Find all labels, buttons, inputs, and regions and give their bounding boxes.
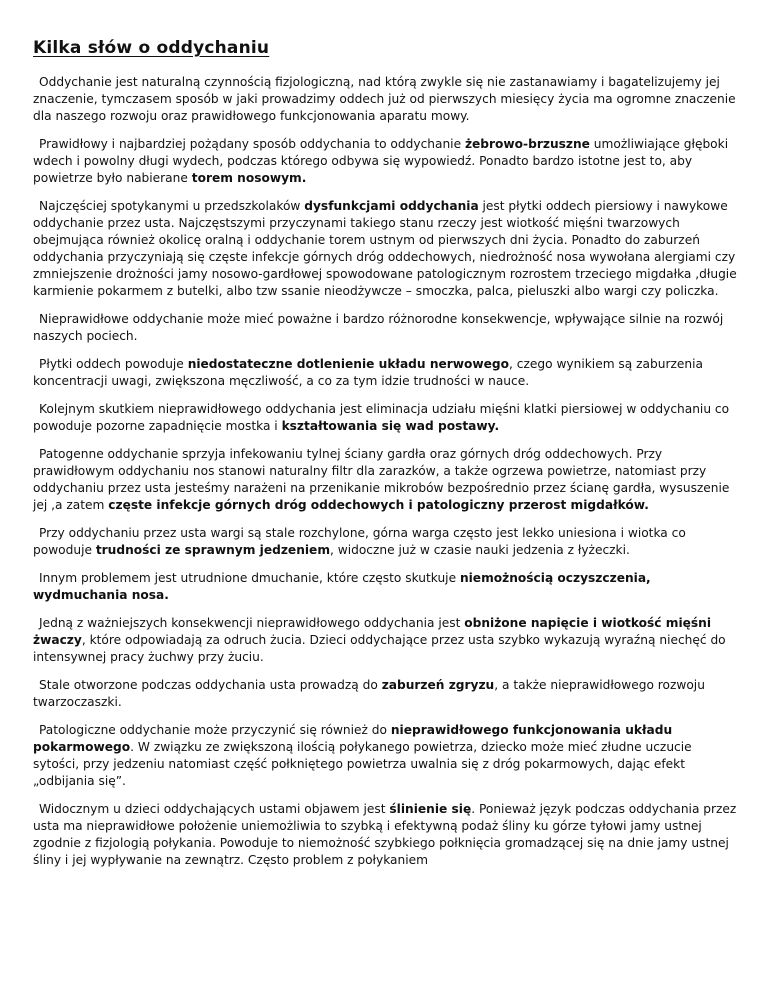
text-run: Prawidłowy i najbardziej pożądany sposób oddychania to oddychanie [39, 137, 465, 151]
paragraph [33, 801, 738, 869]
text-run: Widocznym u dzieci oddychających ustami objawem jest [39, 802, 390, 816]
paragraph [33, 74, 738, 125]
paragraph [33, 356, 738, 390]
text-run: . W związku ze zwiększoną ilością połykanego powietrza, dziecko może mieć złudne uczucie sytości, przy jedzeniu natomiast część połkniętego powietrza uwalnia się z dróg pokarmowych, dając efekt „odbijania się”. [33, 740, 692, 788]
paragraph [33, 525, 738, 559]
text-run: Innym problemem jest utrudnione dmuchanie, które często skutkuje [39, 571, 460, 585]
text-run: jest płytki oddech piersiowy i nawykowe oddychanie przez usta. Najczęstszymi przyczynami takiego stanu rzeczy jest wiotkość mięśni twarzowych obejmująca również okolicę oralną i oddychanie torem ustnym od pierwszych dni życia. Ponadto do zaburzeń oddychania przyczyniają się częste infekcje górnych dróg oddechowych, niedrożność nosa wywołana alergiami czy zmniejszenie drożności jamy nosowo-gardłowej spowodowane patologicznym rozrostem trzeciego migdałka ,długie karmienie pokarmem z butelki, albo tzw ssanie nieodżywcze – smoczka, palca, pieluszki albo wargi czy policzka. [33, 199, 737, 298]
paragraph [33, 570, 738, 604]
bold-text: niemożnością oczyszczenia, wydmuchania nosa. [33, 571, 651, 602]
page-title: Kilka słów o oddychaniu [33, 38, 270, 58]
bold-text: obniżone napięcie i wiotkość mięśni żwaczy [33, 616, 712, 647]
paragraph [33, 401, 738, 435]
paragraph [33, 311, 738, 345]
paragraph [33, 198, 738, 300]
bold-text: ślinienie się [389, 802, 472, 816]
text-run: . Ponieważ język podczas oddychania przez usta ma nieprawidłowe położenie uniemożliwia to szybką i efektywną podaż śliny ku górze tyłowi jamy ustnej zgodnie z fizjologią połykania. Powoduje to niemożność szybkiego połknięcia gromadzącej się na dnie jamy ustnej śliny i jej wypływanie na zewnątrz. Często problem z połykaniem [33, 802, 737, 867]
text-run: Oddychanie jest naturalną czynnością fizjologiczną, nad którą zwykle się nie zastanawiamy i bagatelizujemy jej znaczenie, tymczasem sposób w jaki prowadzimy oddech już od pierwszych miesięcy życia ma ogromne znaczenie dla naszego rozwoju oraz prawidłowego funkcjonowania aparatu mowy. [33, 75, 736, 123]
bold-text: nieprawidłowego funkcjonowania układu pokarmowego [33, 723, 673, 754]
bold-text: torem nosowym. [191, 171, 307, 185]
text-run: , widoczne już w czasie nauki jedzenia z łyżeczki. [330, 543, 630, 557]
text-run: Najczęściej spotykanymi u przedszkolaków [39, 199, 305, 213]
text-run: Stale otworzone podczas oddychania usta prowadzą do [39, 678, 382, 692]
bold-text: trudności ze sprawnym jedzeniem [95, 543, 331, 557]
text-run: Patogenne oddychanie sprzyja infekowaniu tylnej ściany gardła oraz górnych dróg oddechowych. Przy prawidłowym oddychaniu nos stanowi naturalny filtr dla zarazków, a także ogrzewa powietrze, natomiast przy oddychaniu przez usta jesteśmy narażeni na przenikanie mikrobów bezpośrednio przez ścianę gardła, wysuszenie jej ,a zatem [33, 447, 730, 512]
paragraph [33, 722, 738, 790]
text-run: Patologiczne oddychanie może przyczynić się również do [39, 723, 391, 737]
text-run: Jedną z ważniejszych konsekwencji nieprawidłowego oddychania jest [39, 616, 465, 630]
text-run: Płytki oddech powoduje [39, 357, 188, 371]
text-run: umożliwiające głęboki wdech i powolny długi wydech, podczas którego odbywa się wypowiedź. Ponadto bardzo istotne jest to, aby powietrze było nabierane [33, 137, 729, 185]
document-body [33, 74, 738, 869]
bold-text: zaburzeń zgryzu [381, 678, 495, 692]
text-run: Nieprawidłowe oddychanie może mieć poważne i bardzo różnorodne konsekwencje, wpływające silnie na rozwój naszych pociech. [33, 312, 724, 343]
paragraph [33, 615, 738, 666]
bold-text: dysfunkcjami oddychania [304, 199, 479, 213]
text-run: , które odpowiadają za odruch żucia. Dzieci oddychające przez usta szybko wykazują wyraźną niechęć do intensywnej pracy żuchwy przy żuciu. [33, 633, 726, 664]
paragraph [33, 446, 738, 514]
text-run: , a także nieprawidłowego rozwoju twarzoczaszki. [33, 678, 705, 709]
bold-text: częste infekcje górnych dróg oddechowych i patologiczny przerost migdałków. [108, 498, 649, 512]
bold-text: niedostateczne dotlenienie układu nerwowego [187, 357, 510, 371]
paragraph [33, 677, 738, 711]
bold-text: żebrowo-brzuszne [464, 137, 590, 151]
paragraph [33, 136, 738, 187]
text-run: Przy oddychaniu przez usta wargi są stale rozchylone, górna warga często jest lekko uniesiona i wiotka co powoduje [33, 526, 686, 557]
text-run: , czego wynikiem są zaburzenia koncentracji uwagi, zwiększona męczliwość, a co za tym idzie trudności w nauce. [33, 357, 703, 388]
text-run: Kolejnym skutkiem nieprawidłowego oddychania jest eliminacja udziału mięśni klatki piersiowej w oddychaniu co powoduje pozorne zapadnięcie mostka i [33, 402, 730, 433]
bold-text: kształtowania się wad postawy. [281, 419, 500, 433]
